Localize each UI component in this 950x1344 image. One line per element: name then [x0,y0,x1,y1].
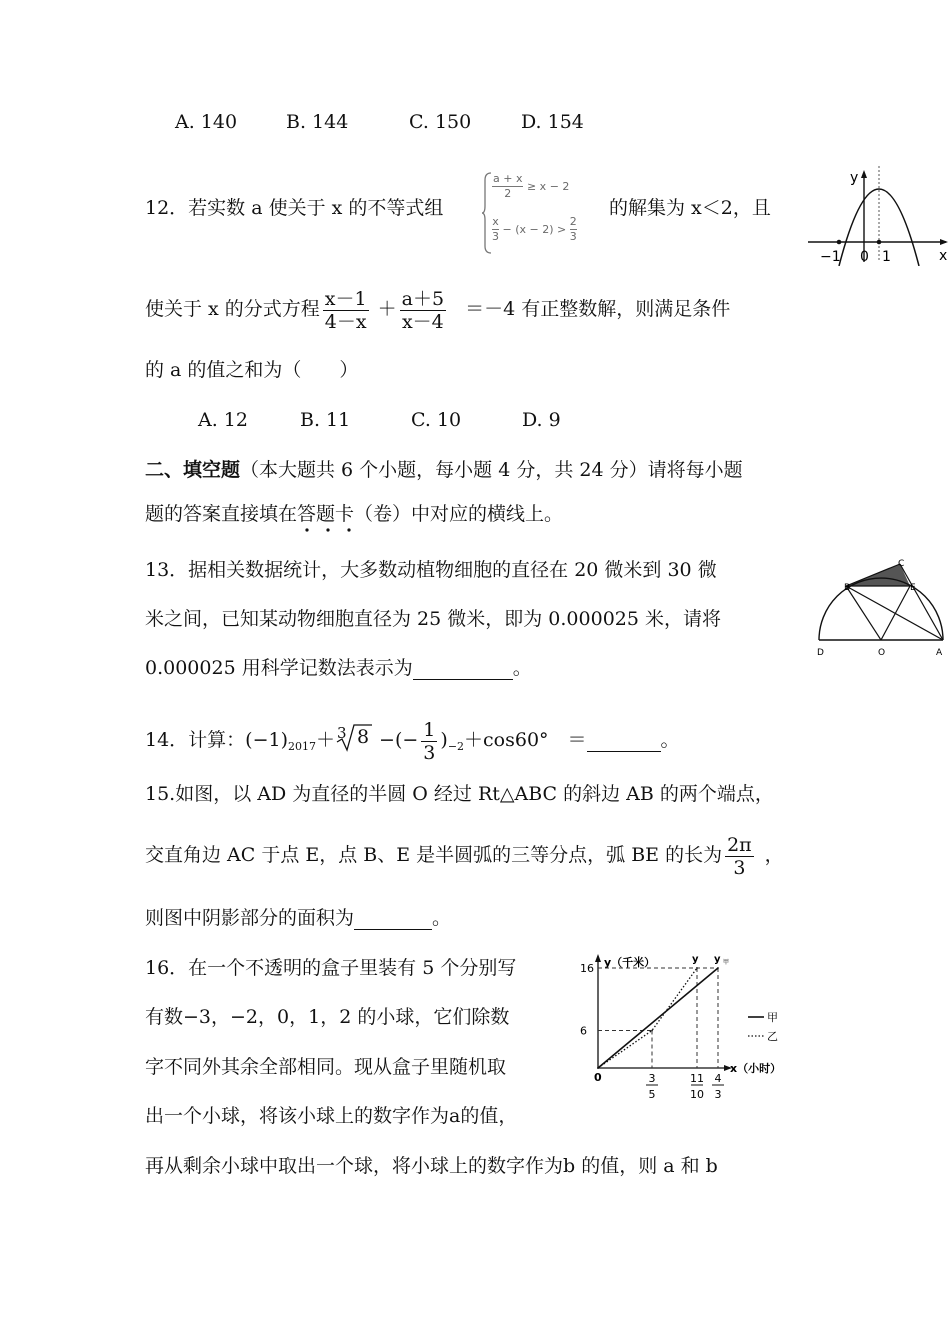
ineq1-numerator: a + x [493,172,523,185]
semicircle-figure [814,554,950,658]
emphasis-dots-icon [297,527,357,535]
graph-label-y: y [850,170,859,186]
ineq1-denominator: 2 [504,187,512,200]
q14-plus: ＋ [316,729,336,751]
series-point-1-0 [597,1067,599,1069]
section2-line2-start: 题的答案直接填在 [145,503,298,525]
series-point-0-1 [717,967,719,969]
ineq2-rest: − (x − 2) > [502,223,567,236]
q15-line3-start: 则图中阴影部分的面积为 [145,907,355,929]
chart-ylabel: y（千米） [604,956,656,969]
x-axis-arrow-icon [940,239,948,245]
q11-option-c: C. 150 [409,111,472,133]
one-point [877,240,882,245]
q12-line2-start: 使关于 x 的分式方程 [145,298,320,320]
distance-time-chart [578,948,812,1100]
q14-frac-numerator: 1 [423,718,436,741]
semicircle-arc [819,578,943,640]
top-y-label-2-sub: 甲 [722,959,730,966]
legend-label-jia: 甲 [767,1011,778,1024]
section2-line2 [145,502,563,526]
parabola-graph [806,162,950,266]
q15-line2-start: 交直角边 AC 于点 E，点 B、E 是半圆弧的三等分点，弧 BE 的长为 [145,844,723,866]
q15-line3-end: 。 [432,907,452,929]
chart-origin-label: 0 [594,1071,602,1084]
label-e: E [910,583,916,593]
q13-line3 [145,656,532,680]
label-d: D [817,648,824,658]
q14-start: 14．计算：(−1) [145,729,289,751]
ineq2-x: x [492,215,499,228]
q11-option-b: B. 144 [286,111,349,133]
q14-frac-denominator: 3 [423,741,436,764]
x-tick-den-4-3: 3 [714,1088,722,1100]
label-o: O [878,648,886,658]
q11-option-a: A. 140 [175,111,238,133]
q12-line2-end: ＝－4 有正整数解，则满足条件 [465,298,731,320]
y-tick-6: 6 [580,1024,587,1038]
root-point [837,240,842,245]
section2-line2-end: （卷）中对应的横线上。 [354,503,564,525]
section2-title: 二、填空题 [145,459,241,481]
ineq2-rhs-numerator: 2 [569,215,577,228]
y-axis-arrow-icon [861,170,867,178]
x-tick-num-4-3: 4 [714,1072,722,1085]
q15-line1: 15.如图，以 AD 为直径的半圆 O 经过 Rt△ABC 的斜边 AB 的两个端点， [145,783,774,805]
x-tick-num-3-5: 3 [648,1072,656,1085]
q13-answer-blank [413,659,513,680]
graph-label-zero: 0 [860,249,869,265]
q12-option-d: D. 9 [522,409,561,431]
frac1-numerator: x－1 [324,287,367,310]
section2-line1 [145,458,743,482]
frac2-numerator: a＋5 [401,287,445,310]
x-tick-den-11-10: 10 [690,1088,704,1100]
label-b: B [844,583,851,593]
q13-line3-start: 0.000025 用科学记数法表示为 [145,657,413,679]
q16-line3: 字不同外其余全部相同。现从盒子里随机取 [145,1056,507,1078]
graph-label-neg1: −1 [820,249,841,265]
q16-line4: 出一个小球，将该小球上的数字作为a的值， [145,1105,518,1127]
q14-exp2: −2 [447,740,465,753]
chart-xlabel: x（小时） [730,1062,782,1075]
x-tick-num-11-10: 11 [690,1072,704,1085]
ineq1-rest: ≥ x − 2 [526,180,570,193]
frac1-denominator: 4－x [324,310,367,333]
ineq2-rhs-denominator: 3 [569,230,577,243]
cube-root [335,722,373,752]
segment-ab [846,586,943,640]
ineq2-denominator: 3 [492,230,499,243]
q11-option-d: D. 154 [521,111,584,133]
series-point-1-2 [696,967,698,969]
q14-minus: −(− [379,729,419,751]
q14-cos: ＋cos60° ＝ [464,729,587,751]
root-index: 3 [337,724,347,742]
q12-line1-start: 12．若实数 a 使关于 x 的不等式组 [145,197,444,219]
q15-frac-numerator: 2π [727,833,752,856]
q15-frac-denominator: 3 [733,856,746,879]
brace-icon [482,170,492,256]
q15-answer-blank [354,909,432,930]
q12-line1-end: 的解集为 x＜2，且 [609,197,771,219]
chart-y-arrow-icon [595,954,601,962]
series-line-yi [598,968,697,1068]
graph-label-x: x [939,248,948,264]
q14-end: 。 [660,729,680,751]
q16-line5: 再从剩余小球中取出一个球，将小球上的数字作为b 的值，则 a 和 b [145,1155,718,1177]
q12-option-a: A. 12 [198,409,248,431]
q12-line3: 的 a 的值之和为（ ） [145,359,359,381]
q12-option-c: C. 10 [411,409,462,431]
label-c: C [898,559,905,569]
q16-line1: 16．在一个不透明的盒子里装有 5 个分别写 [145,957,517,979]
x-tick-den-3-5: 5 [648,1088,656,1100]
q12-line2 [145,284,730,334]
q13-line3-end: 。 [512,657,532,679]
top-y-label-2: y [713,954,721,965]
series-point-1-1 [651,1030,653,1032]
legend-label-yi: 乙 [767,1030,778,1043]
label-a: A [936,648,943,658]
q14-exp1: 2017 [288,740,317,753]
q16-line2: 有数−3，−2，0，1，2 的小球，它们除数 [145,1006,510,1028]
y-tick-16: 16 [580,962,594,975]
q13-line2: 米之间，已知某动物细胞直径为 25 微米，即为 0.000025 米，请将 [145,608,721,630]
q13-line1: 13．据相关数据统计，大多数动植物细胞的直径在 20 微米到 30 微 [145,559,717,581]
q15-line3 [145,906,451,930]
inequality-system [482,170,592,256]
series-line-jia [598,968,718,1068]
q15-line2 [145,830,784,880]
q12-option-b: B. 11 [300,409,351,431]
q14-line [145,715,680,772]
q14-answer-blank [587,731,661,752]
dotted-emphasis: 答题卡 [297,502,354,526]
graph-label-one: 1 [882,249,891,265]
plus-sign: ＋ [377,298,397,320]
q14-close: ) [440,729,448,751]
segment-oe [881,586,910,640]
section2-line1-rest: （本大题共 6 个小题，每小题 4 分，共 24 分）请将每小题 [240,459,743,481]
top-y-label-1: y [692,954,699,965]
radicand: 8 [357,726,370,748]
q15-line2-end: ， [764,844,784,866]
segment-ob [846,586,881,640]
frac2-denominator: x－4 [401,310,444,333]
